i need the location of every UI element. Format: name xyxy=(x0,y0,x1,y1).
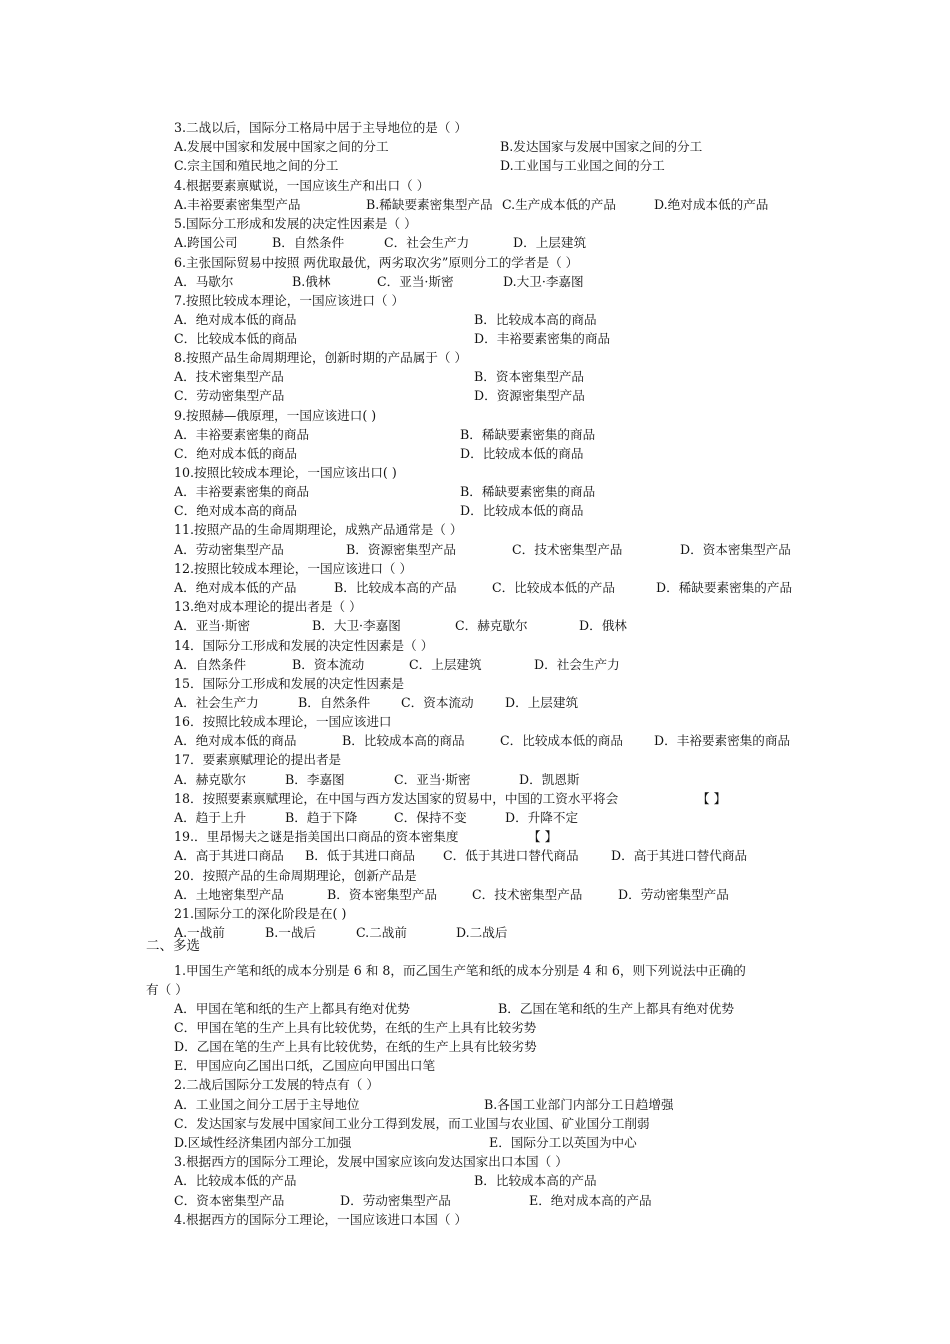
question-stem: 17．要素禀赋理论的提出者是 xyxy=(174,752,342,767)
option-text: D．比较成本低的商品 xyxy=(460,446,584,461)
option-text: D．俄林 xyxy=(579,618,627,633)
question-stem: 13.绝对成本理论的提出者是（ ） xyxy=(174,599,362,614)
option-text: B.各国工业部门内部分工日趋增强 xyxy=(484,1097,674,1112)
option-text: B．自然条件 xyxy=(272,235,345,250)
option-text: C．比较成本低的商品 xyxy=(174,331,297,346)
question-stem: 7.按照比较成本理论，一国应该进口（ ） xyxy=(174,293,405,308)
question-stem: 18．按照要素禀赋理论，在中国与西方发达国家的贸易中，中国的工资水平将会 xyxy=(174,791,619,806)
question-stem: 14．国际分工形成和发展的决定性因素是（ ） xyxy=(174,638,434,653)
option-text: A．丰裕要素密集的商品 xyxy=(174,427,310,442)
question-stem: 12.按照比较成本理论，一国应该进口（ ） xyxy=(174,561,413,576)
option-text: D．稀缺要素密集的产品 xyxy=(656,580,793,595)
question-stem: 有（ ） xyxy=(146,982,188,997)
option-text: C．亚当·斯密 xyxy=(394,772,471,787)
option-text: B．资本密集型产品 xyxy=(474,369,585,384)
option-text: A．丰裕要素密集的商品 xyxy=(174,484,310,499)
option-text: C．劳动密集型产品 xyxy=(174,388,285,403)
option-text: D.大卫·李嘉图 xyxy=(503,274,584,289)
option-text: C．比较成本低的商品 xyxy=(500,733,623,748)
option-text: C.宗主国和殖民地之间的分工 xyxy=(174,158,339,173)
option-text: A．赫克歇尔 xyxy=(174,772,247,787)
option-text: C．技术密集型产品 xyxy=(472,887,583,902)
option-text: D．比较成本低的商品 xyxy=(460,503,584,518)
section-title: 二、多选 xyxy=(146,938,200,954)
option-text: C．绝对成本低的商品 xyxy=(174,446,297,461)
question-stem: 1.甲国生产笔和纸的成本分别是 6 和 8，而乙国生产笔和纸的成本分别是 4 和 6，则下列说法中正确的 xyxy=(174,963,746,978)
option-text: A．甲国在笔和纸的生产上都具有绝对优势 xyxy=(174,1001,410,1016)
option-text: A．社会生产力 xyxy=(174,695,259,710)
option-text: A．高于其进口商品 xyxy=(174,848,284,863)
option-text: E．国际分工以英国为中心 xyxy=(489,1135,637,1150)
option-text: B．比较成本高的商品 xyxy=(474,312,597,327)
question-stem: 4.根据西方的国际分工理论，一国应该进口本国（ ） xyxy=(174,1212,468,1227)
question-stem: 4.根据要素禀赋说，一国应该生产和出口（ ） xyxy=(174,178,430,193)
option-text: C．发达国家与发展中国家间工业分工得到发展，而工业国与农业国、矿业国分工削弱 xyxy=(174,1116,650,1131)
option-text: B.发达国家与发展中国家之间的分工 xyxy=(500,139,703,154)
option-text: B．稀缺要素密集的商品 xyxy=(460,484,596,499)
option-text: A．马歇尔 xyxy=(174,274,234,289)
option-text: B．资源密集型产品 xyxy=(346,542,457,557)
option-text: B．乙国在笔和纸的生产上都具有绝对优势 xyxy=(498,1001,734,1016)
option-text: D．资本密集型产品 xyxy=(680,542,791,557)
question-stem: 11.按照产品的生命周期理论，成熟产品通常是（ ） xyxy=(174,522,463,537)
answer-bracket: 【 】 xyxy=(697,791,727,806)
option-text: A.丰裕要素密集型产品 xyxy=(174,197,301,212)
question-stem: 2.二战后国际分工发展的特点有（ ） xyxy=(174,1077,379,1092)
option-text: B.一战后 xyxy=(265,925,317,940)
option-text: C．亚当·斯密 xyxy=(377,274,454,289)
option-text: D.区域性经济集团内部分工加强 xyxy=(174,1135,352,1150)
question-stem: 5.国际分工形成和发展的决定性因素是（ ） xyxy=(174,216,417,231)
question-stem: 19.．里昂惕夫之谜是指美国出口商品的资本密集度 xyxy=(174,829,459,844)
option-text: E．绝对成本高的产品 xyxy=(529,1193,652,1208)
question-stem: 10.按照比较成本理论，一国应该出口( ) xyxy=(174,465,397,480)
question-stem: 21.国际分工的深化阶段是在( ) xyxy=(174,906,347,921)
option-text: B．稀缺要素密集的商品 xyxy=(460,427,596,442)
option-text: C．低于其进口替代商品 xyxy=(443,848,579,863)
option-text: C．资本流动 xyxy=(401,695,474,710)
option-text: D.工业国与工业国之间的分工 xyxy=(500,158,665,173)
option-text: D．凯恩斯 xyxy=(519,772,580,787)
option-text: A．劳动密集型产品 xyxy=(174,542,284,557)
option-text: D．劳动密集型产品 xyxy=(618,887,729,902)
answer-bracket: 【 】 xyxy=(528,829,558,844)
option-text: B．资本流动 xyxy=(292,657,365,672)
question-stem: 3.根据西方的国际分工理论，发展中国家应该向发达国家出口本国（ ） xyxy=(174,1154,568,1169)
option-text: A．自然条件 xyxy=(174,657,247,672)
option-text: B．大卫·李嘉图 xyxy=(312,618,401,633)
option-text: A.跨国公司 xyxy=(174,235,238,250)
option-text: C．赫克歇尔 xyxy=(455,618,528,633)
option-text: B．低于其进口商品 xyxy=(305,848,416,863)
option-text: B．资本密集型产品 xyxy=(327,887,438,902)
option-text: B．比较成本高的商品 xyxy=(342,733,465,748)
option-text: A．技术密集型产品 xyxy=(174,369,284,384)
option-text: A．绝对成本低的产品 xyxy=(174,580,297,595)
option-text: C．比较成本低的产品 xyxy=(492,580,615,595)
option-text: D．乙国在笔的生产上具有比较优势，在纸的生产上具有比较劣势 xyxy=(174,1039,537,1054)
option-text: D．丰裕要素密集的商品 xyxy=(474,331,611,346)
option-text: B．比较成本高的产品 xyxy=(334,580,457,595)
option-text: B.稀缺要素密集型产品 xyxy=(366,197,493,212)
option-text: D．上层建筑 xyxy=(505,695,579,710)
option-text: A．比较成本低的产品 xyxy=(174,1173,297,1188)
option-text: A．绝对成本低的商品 xyxy=(174,733,297,748)
option-text: B．比较成本高的产品 xyxy=(474,1173,597,1188)
option-text: A.一战前 xyxy=(174,925,225,940)
option-text: D．劳动密集型产品 xyxy=(340,1193,451,1208)
option-text: D．高于其进口替代商品 xyxy=(611,848,748,863)
question-stem: 3.二战以后，国际分工格局中居于主导地位的是（ ） xyxy=(174,120,468,135)
option-text: C.二战前 xyxy=(356,925,407,940)
question-stem: 20．按照产品的生命周期理论，创新产品是 xyxy=(174,868,417,883)
question-stem: 6.主张国际贸易中按照 两优取最优，两劣取次劣”原则分工的学者是（ ） xyxy=(174,255,579,270)
option-text: D.绝对成本低的产品 xyxy=(654,197,769,212)
option-text: B．趋于下降 xyxy=(285,810,358,825)
option-text: A．土地密集型产品 xyxy=(174,887,284,902)
option-text: D.二战后 xyxy=(456,925,508,940)
question-stem: 15．国际分工形成和发展的决定性因素是 xyxy=(174,676,405,691)
option-text: C．甲国在笔的生产上具有比较优势，在纸的生产上具有比较劣势 xyxy=(174,1020,537,1035)
option-text: E．甲国应向乙国出口纸，乙国应向甲国出口笔 xyxy=(174,1058,436,1073)
option-text: B．李嘉图 xyxy=(285,772,345,787)
question-stem: 8.按照产品生命周期理论，创新时期的产品属于（ ） xyxy=(174,350,468,365)
option-text: D．资源密集型产品 xyxy=(474,388,585,403)
question-stem: 16．按照比较成本理论，一国应该进口 xyxy=(174,714,392,729)
option-text: A．亚当·斯密 xyxy=(174,618,251,633)
option-text: C．社会生产力 xyxy=(384,235,470,250)
option-text: D．升降不定 xyxy=(505,810,579,825)
option-text: C．上层建筑 xyxy=(409,657,482,672)
option-text: B.俄林 xyxy=(292,274,331,289)
option-text: B．自然条件 xyxy=(298,695,371,710)
option-text: C．保持不变 xyxy=(394,810,467,825)
option-text: D．社会生产力 xyxy=(534,657,620,672)
question-stem: 9.按照赫—俄原理，一国应该进口( ) xyxy=(174,408,377,423)
option-text: A．趋于上升 xyxy=(174,810,247,825)
option-text: A.发展中国家和发展中国家之间的分工 xyxy=(174,139,389,154)
option-text: A．绝对成本低的商品 xyxy=(174,312,297,327)
option-text: A．工业国之间分工居于主导地位 xyxy=(174,1097,360,1112)
option-text: C．技术密集型产品 xyxy=(512,542,623,557)
option-text: C．绝对成本高的商品 xyxy=(174,503,297,518)
option-text: C.生产成本低的产品 xyxy=(502,197,616,212)
option-text: D．上层建筑 xyxy=(513,235,587,250)
option-text: D．丰裕要素密集的商品 xyxy=(654,733,791,748)
option-text: C．资本密集型产品 xyxy=(174,1193,285,1208)
